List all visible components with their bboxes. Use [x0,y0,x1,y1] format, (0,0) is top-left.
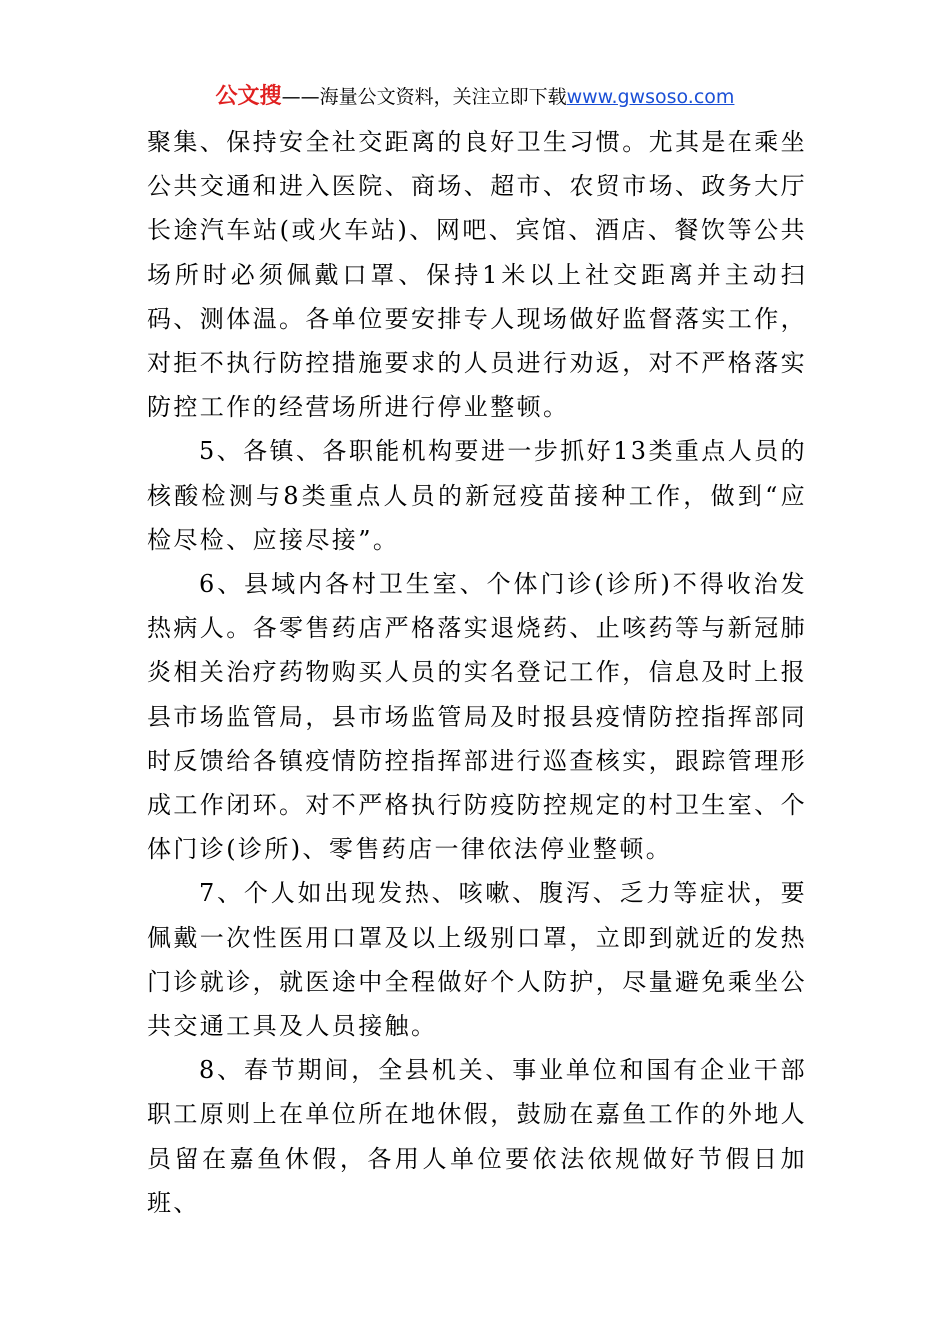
paragraph-item-7: 7、个人如出现发热、咳嗽、腹泻、乏力等症状，要佩戴一次性医用口罩及以上级别口罩，立即到就近的发热门诊就诊，就医途中全程做好个人防护，尽量避免乘坐公共交通工具及人员接触。 [147,879,807,1041]
paragraph-item-5: 5、各镇、各职能机构要进一步抓好13类重点人员的核酸检测与8类重点人员的新冠疫苗接种工作，做到“应检尽检、应接尽接”。 [147,437,807,554]
document-body [147,120,807,1225]
watermark-header [0,83,950,111]
website-link[interactable]: www.gwsoso.com [566,86,735,108]
paragraph-continued: 聚集、保持安全社交距离的良好卫生习惯。尤其是在乘坐公共交通和进入医院、商场、超市、农贸市场、政务大厅长途汽车站(或火车站)、网吧、宾馆、酒店、餐饮等公共场所时必须佩戴口罩、保持1米以上社交距离并主动扫码、测体温。各单位要安排专人现场做好监督落实工作，对拒不执行防控措施要求的人员进行劝返，对不严格落实防控工作的经营场所进行停业整顿。 [147,128,807,422]
brand-logo-text: 公文搜 [215,84,282,109]
paragraph-item-6: 6、县域内各村卫生室、个体门诊(诊所)不得收治发热病人。各零售药店严格落实退烧药、止咳药等与新冠肺炎相关治疗药物购买人员的实名登记工作，信息及时上报县市场监管局，县市场监管局及时报县疫情防控指挥部同时反馈给各镇疫情防控指挥部进行巡查核实，跟踪管理形成工作闭环。对不严格执行防疫防控规定的村卫生室、个体门诊(诊所)、零售药店一律依法停业整顿。 [147,570,807,864]
header-slogan: ——海量公文资料，关注立即下载 [281,86,567,108]
paragraph-item-8: 8、春节期间，全县机关、事业单位和国有企业干部职工原则上在单位所在地休假，鼓励在嘉鱼工作的外地人员留在嘉鱼休假，各用人单位要依法依规做好节假日加班、 [147,1056,807,1217]
